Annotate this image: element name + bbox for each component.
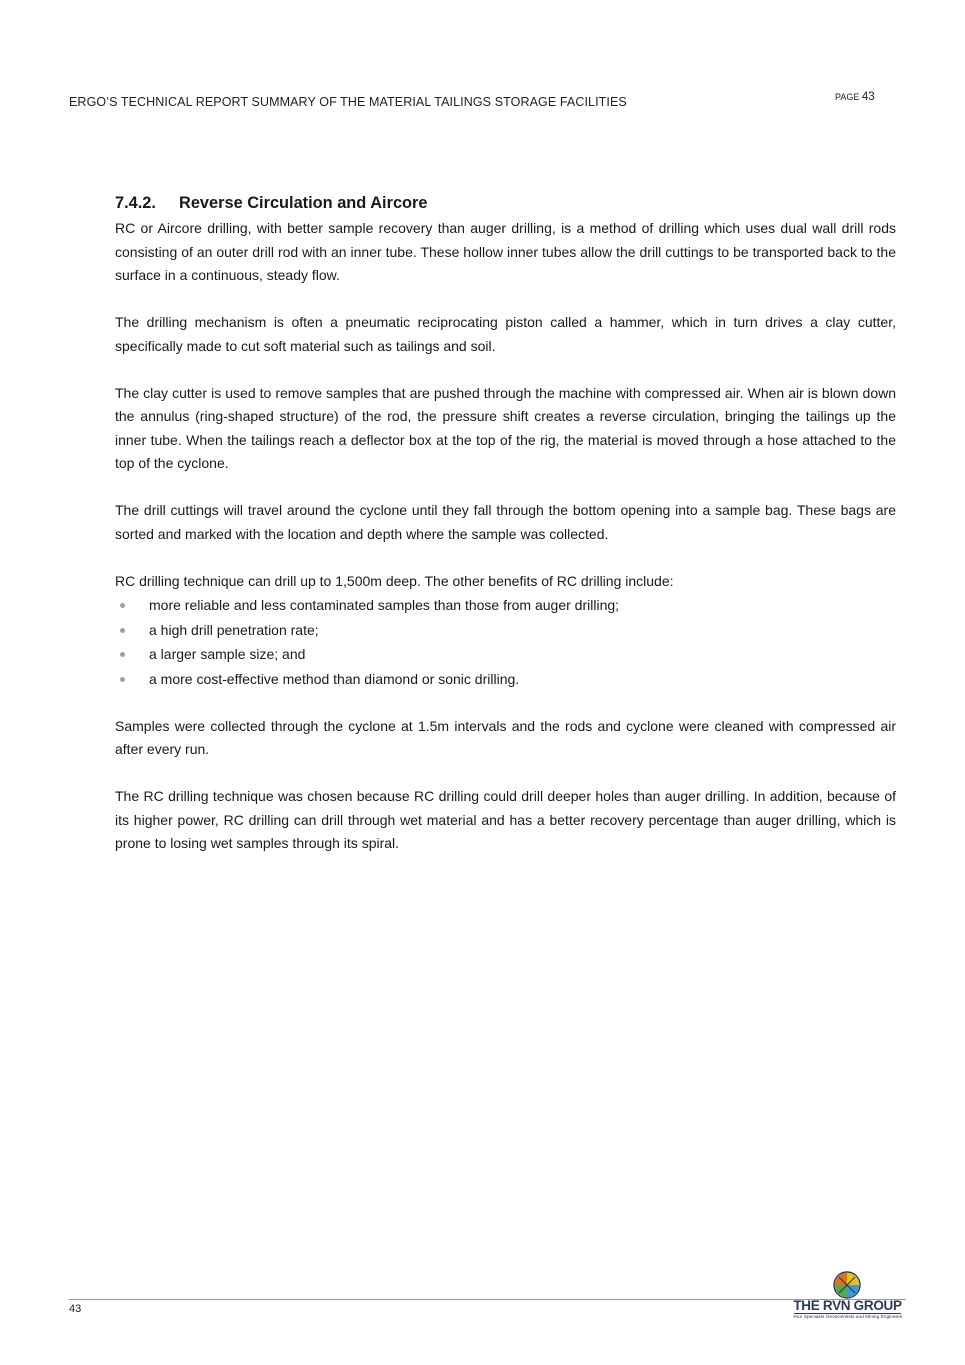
footer-page-number: 43 [69, 1303, 82, 1315]
list-item-text: a larger sample size; and [149, 646, 306, 662]
list-item-text: a more cost-effective method than diamond or sonic drilling. [149, 670, 520, 687]
logo-tagline: Your Specialist Geoscientists and Mining Engineers [792, 1315, 903, 1320]
paragraph-rc-aircore-overview: RC or Aircore drilling, with better sample recovery than auger drilling, is a method of drilling which uses dual wall drill rods consisting of an outer drill rod with an inner tube. These hollow inner tubes allow the drill cuttings to be transported back to the surface in a continuous, steady flow. [115, 220, 896, 283]
document-body [115, 193, 896, 879]
paragraph-sample-collection: Samples were collected through the cyclone at 1.5m intervals and the rods and cyclone were cleaned with compressed air after every run. [115, 717, 896, 757]
footer-divider [69, 1299, 906, 1300]
paragraph-drill-cuttings: The drill cuttings will travel around the cyclone until they fall through the bottom opening into a sample bag. These bags are sorted and marked with the location and depth where the sample was collected. [115, 502, 896, 542]
list-item [115, 642, 896, 667]
list-item-text: a high drill penetration rate; [149, 621, 319, 638]
list-item [115, 593, 896, 618]
list-item [115, 618, 896, 643]
page-label-text: PAGE [835, 92, 860, 102]
bullet-icon [120, 628, 125, 633]
rvn-group-logo [785, 1270, 910, 1325]
benefits-list [115, 593, 896, 691]
paragraph-clay-cutter: The clay cutter is used to remove samples that are pushed through the machine with compressed air. When air is blown down the annulus (ring-shaped structure) of the rod, the pressure shift creates a reverse circulation, bringing the tailings up the inner tube. When the tailings reach a deflector box at the top of the rig, the material is moved through a hose attached to the top of the cyclone. [115, 384, 896, 471]
paragraph-drilling-mechanism: The drilling mechanism is often a pneumatic reciprocating piston called a hammer, which in turn drives a clay cutter, specifically made to cut soft material such as tailings and soil. [115, 314, 896, 354]
header-page-number: 43 [861, 91, 875, 103]
section-number: 7.4.2. [115, 194, 156, 212]
list-item [115, 667, 896, 692]
rvn-logo-mark-icon [833, 1271, 861, 1299]
benefits-intro: RC drilling technique can drill up to 1,500m deep. The other benefits of RC drilling include: [115, 572, 674, 589]
paragraph-technique-choice: The RC drilling technique was chosen because RC drilling could drill deeper holes than auger drilling. In addition, because of its higher power, RC drilling can drill through wet material and has a better recovery percentage than auger drilling, which is prone to losing wet samples through its spiral. [115, 788, 896, 851]
logo-wordmark: THE RVN GROUP [793, 1298, 902, 1313]
bullet-icon [120, 603, 125, 608]
bullet-icon [120, 677, 125, 682]
bullet-icon [120, 652, 125, 657]
section-title: Reverse Circulation and Aircore [179, 194, 428, 212]
header-page-indicator [835, 91, 875, 103]
report-header-title: ERGO’S TECHNICAL REPORT SUMMARY OF THE MATERIAL TAILINGS STORAGE FACILITIES [69, 95, 627, 109]
section-heading [115, 193, 896, 213]
list-item-text: more reliable and less contaminated samples than those from auger drilling; [149, 597, 620, 613]
